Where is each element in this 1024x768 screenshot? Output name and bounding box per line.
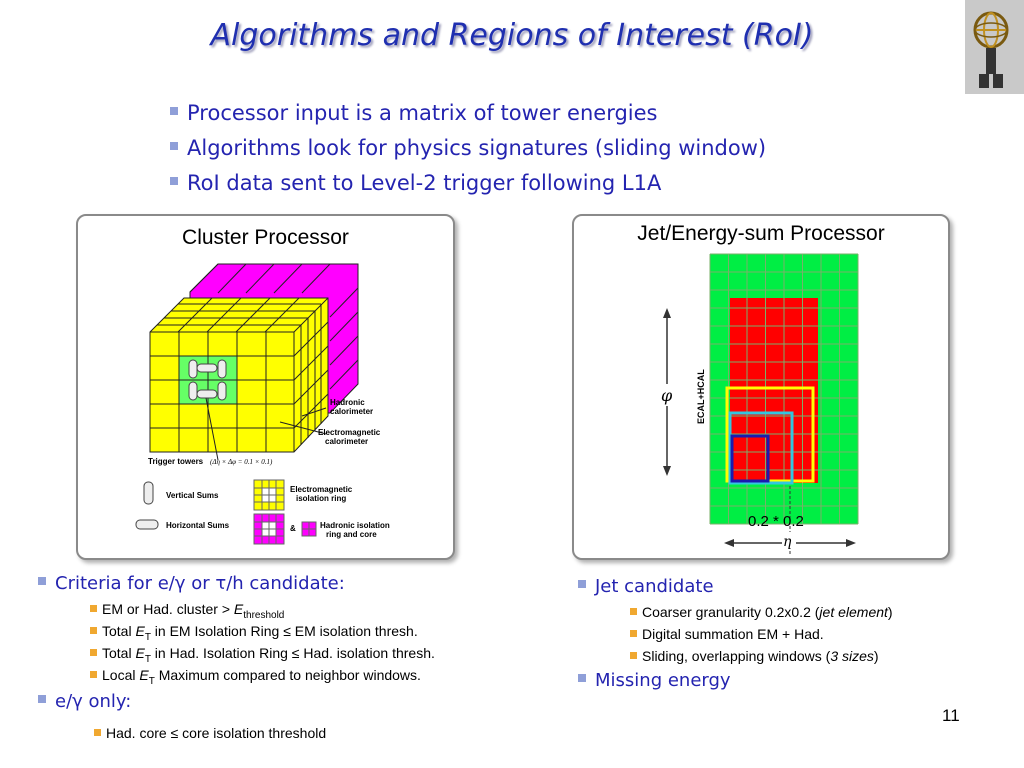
had-isolation-ring-icon [254,514,284,544]
ecal-hcal-label: ECAL+HCAL [696,369,706,424]
ampersand: & [290,524,296,533]
missing-energy-text: Missing energy [595,670,731,691]
cluster-processor-diagram [78,216,453,558]
bullet-square-icon [90,671,97,678]
top-bullet [170,131,766,166]
bullet-square-icon [630,608,637,615]
e-symbol: E [233,601,244,617]
missing-energy-bullet [578,667,893,695]
slide-title: Algorithms and Regions of Interest (RoI) [210,18,814,53]
e-symbol: E [135,623,145,639]
had-isolation-label: Hadronic isolation [320,521,390,530]
top-bullet [170,166,766,201]
trigger-towers-size: (Δη × Δφ = 0.1 × 0.1) [210,458,273,466]
em-label: Electromagnetic [318,428,381,437]
bullet-square-icon [90,605,97,612]
em-isolation-ring-icon [254,480,284,510]
bullet-square-icon [170,142,178,150]
jet-text: Jet candidate [595,576,714,597]
had-core-icon [302,522,316,536]
bullet-square-icon [578,674,586,682]
criteria-sub-bullet [38,664,435,686]
sub-text: EM or Had. cluster > [102,601,234,617]
top-bullet [170,96,766,131]
sub-text: Local [102,667,140,683]
sub-text: Digital summation EM + Had. [642,626,824,642]
bullet-square-icon [170,177,178,185]
jet-processor-title: Jet/Energy-sum Processor [637,222,885,245]
bullet-square-icon [90,627,97,634]
subscript: T [144,631,151,643]
vertical-sums-label: Vertical Sums [166,491,219,500]
had-isolation-label-2: ring and core [326,530,377,539]
cluster-processor-panel [76,214,455,560]
bullet-square-icon [38,695,46,703]
criteria-sub-bullet [38,598,435,620]
bullet-square-icon [170,107,178,115]
e-symbol: E [139,667,149,683]
egamma-sub-bullet [38,722,435,744]
criteria-sub-bullet [38,620,435,642]
top-bullet-text: Processor input is a matrix of tower energies [187,101,658,125]
criteria-bullet [38,570,435,598]
bullet-square-icon [90,649,97,656]
em-isolation-label: Electromagnetic [290,485,353,494]
subscript: threshold [243,609,285,621]
top-bullet-text: Algorithms look for physics signatures (sliding window) [187,136,767,160]
hadronic-label-2: calorimeter [330,407,374,416]
eta-label: η [783,534,792,550]
sub-text: ) [873,648,879,664]
page-number: 11 [942,706,960,725]
criteria-text: Criteria for e/γ or τ/h candidate: [55,573,345,594]
sub-text: in Had. Isolation Ring ≤ Had. isolation thresh. [150,645,435,661]
atlas-logo [965,0,1024,94]
bullet-square-icon [94,729,101,736]
em-isolation-label-2: isolation ring [296,494,347,503]
jet-processor-panel [572,214,950,560]
sub-text: in EM Isolation Ring ≤ EM isolation thresh. [150,623,418,639]
hadronic-label: Hadronic [330,398,365,407]
sub-text: Maximum compared to neighbor windows. [154,667,421,683]
sub-text: Had. core ≤ core isolation threshold [106,725,327,741]
jet-sub-bullet [578,645,893,667]
horizontal-sum-icon [136,520,158,529]
left-criteria-list [38,570,435,744]
jet-bullet [578,573,893,601]
subscript: T [148,675,155,687]
jet-grid-diagram [574,216,948,558]
sub-text: Sliding, overlapping windows ( [642,648,831,664]
jet-sub-bullet [578,623,893,645]
italic-text: jet element [819,604,888,620]
criteria-sub-bullet [38,642,435,664]
trigger-towers-label: Trigger towers [148,457,204,466]
sub-text: Total [102,623,136,639]
egamma-bullet [38,688,435,716]
jet-sub-bullet [578,601,893,623]
bullet-square-icon [630,652,637,659]
sub-text: Total [102,645,136,661]
subscript: T [144,653,151,665]
sub-text: ) [887,604,893,620]
bullet-square-icon [38,577,46,585]
em-label-2: calorimeter [325,437,369,446]
vertical-sum-icon [144,482,153,504]
cluster-processor-title: Cluster Processor [182,226,349,249]
phi-label: φ [661,386,673,405]
top-bullet-list [170,96,766,201]
right-jet-list [578,573,893,695]
italic-text: 3 sizes [830,648,874,664]
top-bullet-text: RoI data sent to Level-2 trigger following L1A [187,171,662,195]
e-symbol: E [135,645,145,661]
bullet-square-icon [578,580,586,588]
sub-text: Coarser granularity 0.2x0.2 ( [642,604,820,620]
horizontal-sums-label: Horizontal Sums [166,521,230,530]
bullet-square-icon [630,630,637,637]
granularity-label: 0.2 * 0.2 [748,513,804,530]
egamma-text: e/γ only: [55,691,132,712]
